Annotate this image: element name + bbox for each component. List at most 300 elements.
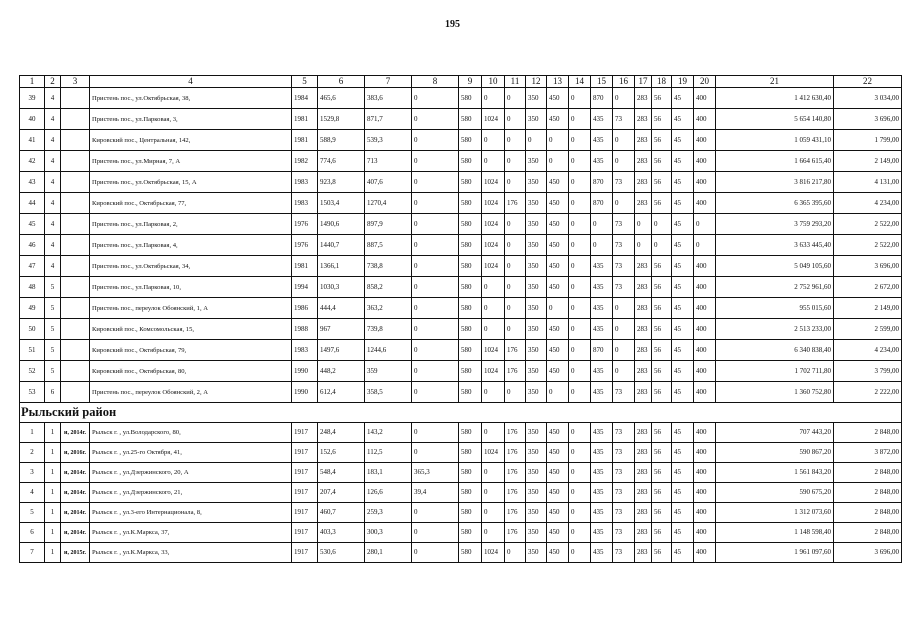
table-cell: 5 [20, 503, 45, 523]
table-cell: 0 [635, 214, 652, 235]
register-body [20, 88, 902, 563]
table-cell: 45 [672, 298, 694, 319]
table-cell: 435 [591, 543, 613, 563]
table-cell: 0 [694, 214, 716, 235]
table-cell: и, 2016г. [61, 443, 90, 463]
table-cell: 73 [613, 214, 635, 235]
table-cell: 450 [547, 483, 569, 503]
table-cell: 450 [547, 503, 569, 523]
table-cell: 350 [526, 151, 547, 172]
table-cell: 350 [526, 235, 547, 256]
table-cell: 283 [635, 463, 652, 483]
table-cell: 5 [45, 319, 61, 340]
table-cell: 435 [591, 130, 613, 151]
table-cell: Кировский пос., Центральная, 142, [90, 130, 292, 151]
table-cell: 400 [694, 109, 716, 130]
table-cell: 350 [526, 443, 547, 463]
table-cell: 0 [412, 423, 459, 443]
table-cell: 450 [547, 193, 569, 214]
table-cell: 41 [20, 130, 45, 151]
table-cell: 4 [45, 88, 61, 109]
table-cell: 350 [526, 503, 547, 523]
table-cell: 56 [652, 88, 672, 109]
table-cell: 283 [635, 88, 652, 109]
table-cell: 4 [45, 214, 61, 235]
table-cell: 350 [526, 193, 547, 214]
district-title: Рыльский район [20, 403, 902, 423]
table-cell: 400 [694, 361, 716, 382]
table-cell: 448,2 [318, 361, 365, 382]
table-cell: 0 [547, 151, 569, 172]
table-cell: 1 [45, 543, 61, 563]
column-header: 1 [20, 76, 45, 88]
table-cell: 590 675,20 [716, 483, 834, 503]
table-cell: 580 [459, 109, 482, 130]
table-cell: 2 848,00 [834, 523, 902, 543]
table-cell: 1 360 752,80 [716, 382, 834, 403]
table-cell: 350 [526, 523, 547, 543]
table-cell: 56 [652, 151, 672, 172]
table-cell: 713 [365, 151, 412, 172]
table-cell: 580 [459, 423, 482, 443]
table-cell: 0 [505, 277, 526, 298]
table-cell: 580 [459, 88, 482, 109]
table-cell: 0 [412, 503, 459, 523]
table-cell: 350 [526, 88, 547, 109]
table-cell: 4 [45, 109, 61, 130]
table-cell: 73 [613, 277, 635, 298]
column-header: 9 [459, 76, 482, 88]
table-cell: 2 522,00 [834, 235, 902, 256]
table-cell: 1981 [292, 109, 318, 130]
table-cell: Пристень пос., ул.Парковая, 10, [90, 277, 292, 298]
table-cell: 444,4 [318, 298, 365, 319]
table-cell: 1024 [482, 193, 505, 214]
table-cell: 73 [613, 423, 635, 443]
table-cell: 450 [547, 109, 569, 130]
table-cell: 45 [672, 214, 694, 235]
table-cell: 1983 [292, 340, 318, 361]
table-cell: 435 [591, 382, 613, 403]
table-cell: 0 [569, 172, 591, 193]
table-cell: 350 [526, 214, 547, 235]
table-cell: 0 [505, 382, 526, 403]
table-cell: 0 [652, 214, 672, 235]
table-cell: 955 015,60 [716, 298, 834, 319]
table-cell: 0 [569, 151, 591, 172]
table-cell: 73 [613, 443, 635, 463]
table-cell: 450 [547, 463, 569, 483]
table-cell: 50 [20, 319, 45, 340]
table-cell: 45 [672, 256, 694, 277]
table-cell: 1917 [292, 483, 318, 503]
table-cell: 580 [459, 256, 482, 277]
table-cell: 0 [635, 235, 652, 256]
table-cell: 870 [591, 193, 613, 214]
table-cell: 383,6 [365, 88, 412, 109]
table-cell: Рыльск г. , ул.25-го Октября, 41, [90, 443, 292, 463]
table-cell: Кировский пос., Октябрьская, 79, [90, 340, 292, 361]
table-cell: 39 [20, 88, 45, 109]
table-cell: 580 [459, 277, 482, 298]
table-cell: 0 [505, 214, 526, 235]
table-cell: 435 [591, 483, 613, 503]
table-cell: 0 [569, 523, 591, 543]
table-cell: 1024 [482, 172, 505, 193]
table-cell: 350 [526, 256, 547, 277]
column-header: 11 [505, 76, 526, 88]
table-cell: 5 [45, 340, 61, 361]
table-cell: 774,6 [318, 151, 365, 172]
table-cell: 2 672,00 [834, 277, 902, 298]
table-cell: 56 [652, 256, 672, 277]
table-cell: 0 [412, 361, 459, 382]
table-cell: 400 [694, 277, 716, 298]
table-cell: 0 [569, 382, 591, 403]
column-header: 15 [591, 76, 613, 88]
table-cell: 51 [20, 340, 45, 361]
table-cell: 73 [613, 109, 635, 130]
table-cell: 0 [569, 277, 591, 298]
table-cell: Рыльск г. , ул.Дзержинского, 20, А [90, 463, 292, 483]
table-cell: 0 [613, 88, 635, 109]
table-cell: 0 [412, 277, 459, 298]
table-cell: 1988 [292, 319, 318, 340]
table-row [20, 503, 902, 523]
table-cell: 45 [672, 543, 694, 563]
column-header: 19 [672, 76, 694, 88]
table-row [20, 193, 902, 214]
table-cell: 400 [694, 193, 716, 214]
table-cell: 738,8 [365, 256, 412, 277]
table-cell: 56 [652, 340, 672, 361]
table-cell: 73 [613, 543, 635, 563]
table-cell: 1917 [292, 423, 318, 443]
table-row [20, 256, 902, 277]
table-cell: 3 872,00 [834, 443, 902, 463]
table-cell: 0 [505, 256, 526, 277]
table-cell: 6 [20, 523, 45, 543]
table-cell: 143,2 [365, 423, 412, 443]
table-cell: 2 522,00 [834, 214, 902, 235]
table-cell: Кировский пос., Октябрьская, 80, [90, 361, 292, 382]
table-cell: 45 [672, 382, 694, 403]
table-cell: 0 [569, 235, 591, 256]
table-cell: 612,4 [318, 382, 365, 403]
table-cell: 45 [672, 109, 694, 130]
table-cell: Пристень пос., ул.Октябрьская, 15, А [90, 172, 292, 193]
table-row [20, 130, 902, 151]
table-cell: 1 312 073,60 [716, 503, 834, 523]
table-cell: 2 513 233,00 [716, 319, 834, 340]
table-cell: 56 [652, 277, 672, 298]
table-cell: 1024 [482, 443, 505, 463]
table-cell: 283 [635, 443, 652, 463]
table-cell: 42 [20, 151, 45, 172]
table-cell: 1 664 615,40 [716, 151, 834, 172]
table-cell: 365,3 [412, 463, 459, 483]
table-cell: 283 [635, 277, 652, 298]
table-cell: 400 [694, 382, 716, 403]
table-cell: 435 [591, 109, 613, 130]
table-cell: 2 599,00 [834, 319, 902, 340]
table-cell: 283 [635, 130, 652, 151]
table-cell: 400 [694, 151, 716, 172]
table-cell: 1529,8 [318, 109, 365, 130]
table-cell: 176 [505, 193, 526, 214]
table-cell: 0 [569, 193, 591, 214]
table-cell: 1 412 630,40 [716, 88, 834, 109]
table-cell: 45 [672, 193, 694, 214]
page-number: 195 [445, 19, 460, 30]
table-cell [61, 172, 90, 193]
column-header: 6 [318, 76, 365, 88]
table-cell: 0 [482, 503, 505, 523]
table-cell: 400 [694, 130, 716, 151]
table-cell: 283 [635, 172, 652, 193]
table-cell: 56 [652, 130, 672, 151]
table-cell: 3 696,00 [834, 109, 902, 130]
table-cell [61, 88, 90, 109]
table-cell [61, 235, 90, 256]
column-header: 5 [292, 76, 318, 88]
table-cell: 0 [482, 298, 505, 319]
table-cell: 5 049 105,60 [716, 256, 834, 277]
table-cell: 1 [45, 463, 61, 483]
table-cell: 580 [459, 130, 482, 151]
table-cell: 580 [459, 523, 482, 543]
table-cell [61, 256, 90, 277]
table-cell: 0 [412, 130, 459, 151]
table-cell: 400 [694, 172, 716, 193]
table-cell: 465,6 [318, 88, 365, 109]
table-cell: 400 [694, 298, 716, 319]
table-cell: 435 [591, 256, 613, 277]
table-row [20, 88, 902, 109]
table-cell: 400 [694, 443, 716, 463]
table-cell: 350 [526, 340, 547, 361]
table-cell: 283 [635, 523, 652, 543]
table-cell: 112,5 [365, 443, 412, 463]
table-cell: 45 [672, 277, 694, 298]
table-cell: 7 [20, 543, 45, 563]
table-cell: 56 [652, 109, 672, 130]
table-cell: 400 [694, 319, 716, 340]
table-cell: 350 [526, 298, 547, 319]
table-cell: и, 2014г. [61, 463, 90, 483]
column-header: 17 [635, 76, 652, 88]
table-cell: 435 [591, 523, 613, 543]
table-row [20, 235, 902, 256]
table-cell: 0 [482, 319, 505, 340]
table-cell: 280,1 [365, 543, 412, 563]
table-cell: 1990 [292, 361, 318, 382]
table-cell: 0 [613, 361, 635, 382]
table-cell: 4 234,00 [834, 340, 902, 361]
column-header: 12 [526, 76, 547, 88]
table-cell: 0 [591, 235, 613, 256]
table-cell: 2 149,00 [834, 298, 902, 319]
table-cell: 44 [20, 193, 45, 214]
table-cell: 1984 [292, 88, 318, 109]
table-cell: 6 340 838,40 [716, 340, 834, 361]
table-cell: 590 867,20 [716, 443, 834, 463]
table-cell: и, 2014г. [61, 423, 90, 443]
table-cell: 0 [569, 109, 591, 130]
table-cell: 400 [694, 463, 716, 483]
table-cell: 580 [459, 298, 482, 319]
table-cell: 1 059 431,10 [716, 130, 834, 151]
table-cell: 870 [591, 88, 613, 109]
table-cell: 2 848,00 [834, 423, 902, 443]
table-cell: 3 799,00 [834, 361, 902, 382]
table-cell: и, 2014г. [61, 523, 90, 543]
table-cell: 45 [672, 523, 694, 543]
table-cell: 0 [569, 340, 591, 361]
table-cell: Рыльск г. , ул.Дзержинского, 21, [90, 483, 292, 503]
table-cell: 1030,3 [318, 277, 365, 298]
table-row [20, 172, 902, 193]
table-cell: 0 [505, 235, 526, 256]
table-cell: Рыльск г. , ул.Володарского, 80, [90, 423, 292, 443]
table-cell: Пристень пос., ул.Октябрьская, 38, [90, 88, 292, 109]
table-cell: 176 [505, 443, 526, 463]
table-cell: 0 [547, 382, 569, 403]
table-cell: 460,7 [318, 503, 365, 523]
table-cell [61, 382, 90, 403]
table-cell: 350 [526, 277, 547, 298]
table-cell: 450 [547, 523, 569, 543]
table-cell: 435 [591, 443, 613, 463]
table-cell: 1 [45, 503, 61, 523]
table-cell: 0 [613, 151, 635, 172]
table-row [20, 443, 902, 463]
table-cell: 0 [412, 340, 459, 361]
table-cell: 152,6 [318, 443, 365, 463]
table-cell: 1490,6 [318, 214, 365, 235]
table-cell: 4 [45, 235, 61, 256]
column-header: 3 [61, 76, 90, 88]
table-cell: 0 [569, 423, 591, 443]
table-cell: 56 [652, 193, 672, 214]
table-cell: 0 [569, 361, 591, 382]
table-cell: 548,4 [318, 463, 365, 483]
table-row [20, 298, 902, 319]
table-cell: 73 [613, 503, 635, 523]
table-cell: 1440,7 [318, 235, 365, 256]
table-cell: 2 848,00 [834, 503, 902, 523]
table-row [20, 277, 902, 298]
table-cell: 0 [505, 130, 526, 151]
column-number-row [20, 76, 902, 88]
table-cell: 450 [547, 277, 569, 298]
table-cell: 45 [672, 423, 694, 443]
table-cell: Пристень пос., ул.Октябрьская, 34, [90, 256, 292, 277]
table-cell: 45 [20, 214, 45, 235]
table-cell: 0 [547, 298, 569, 319]
table-cell: 56 [652, 382, 672, 403]
table-cell: 4 [45, 130, 61, 151]
table-cell: 0 [569, 463, 591, 483]
table-cell: 248,4 [318, 423, 365, 443]
table-cell: 53 [20, 382, 45, 403]
table-cell: 0 [569, 503, 591, 523]
table-cell: 580 [459, 483, 482, 503]
table-cell: 897,9 [365, 214, 412, 235]
table-cell [61, 340, 90, 361]
table-cell: 3 696,00 [834, 543, 902, 563]
table-cell: 283 [635, 543, 652, 563]
table-cell: 1 148 598,40 [716, 523, 834, 543]
table-cell: 4 [45, 193, 61, 214]
table-cell: 0 [482, 382, 505, 403]
table-cell: 2 [20, 443, 45, 463]
table-cell: 56 [652, 361, 672, 382]
table-cell: 56 [652, 543, 672, 563]
table-cell: 283 [635, 340, 652, 361]
table-cell: 435 [591, 298, 613, 319]
table-cell: 3 [20, 463, 45, 483]
table-cell: 4 [20, 483, 45, 503]
table-cell: 1917 [292, 443, 318, 463]
table-cell: 580 [459, 214, 482, 235]
table-row [20, 523, 902, 543]
table-cell: 1 [45, 483, 61, 503]
table-cell: 1 [45, 523, 61, 543]
table-cell: 56 [652, 503, 672, 523]
table-cell: 1983 [292, 172, 318, 193]
table-cell: 3 816 217,80 [716, 172, 834, 193]
district-heading-row [20, 403, 902, 423]
column-header: 10 [482, 76, 505, 88]
table-cell: 0 [694, 235, 716, 256]
table-cell: 400 [694, 423, 716, 443]
table-cell: 450 [547, 543, 569, 563]
table-cell: 176 [505, 340, 526, 361]
table-cell: 56 [652, 423, 672, 443]
table-cell: 45 [672, 88, 694, 109]
table-cell: 73 [613, 483, 635, 503]
table-cell: 39,4 [412, 483, 459, 503]
column-header: 20 [694, 76, 716, 88]
table-cell: 45 [672, 172, 694, 193]
table-cell: 1976 [292, 214, 318, 235]
table-cell: 435 [591, 361, 613, 382]
table-cell: 350 [526, 319, 547, 340]
table-cell: 3 696,00 [834, 256, 902, 277]
table-cell: 580 [459, 235, 482, 256]
table-cell: 580 [459, 151, 482, 172]
column-header: 2 [45, 76, 61, 88]
table-cell: 5 654 140,80 [716, 109, 834, 130]
table-cell: 0 [591, 214, 613, 235]
table-cell: 0 [569, 130, 591, 151]
table-cell: 45 [672, 319, 694, 340]
table-cell: 450 [547, 88, 569, 109]
table-cell: 2 848,00 [834, 463, 902, 483]
table-cell: 0 [412, 256, 459, 277]
table-cell: 350 [526, 172, 547, 193]
table-cell: 450 [547, 214, 569, 235]
table-cell: 580 [459, 361, 482, 382]
table-cell: 0 [412, 382, 459, 403]
column-header: 7 [365, 76, 412, 88]
table-cell: 363,2 [365, 298, 412, 319]
table-cell: 400 [694, 483, 716, 503]
table-cell: 1917 [292, 543, 318, 563]
table-cell: 350 [526, 463, 547, 483]
table-row [20, 382, 902, 403]
